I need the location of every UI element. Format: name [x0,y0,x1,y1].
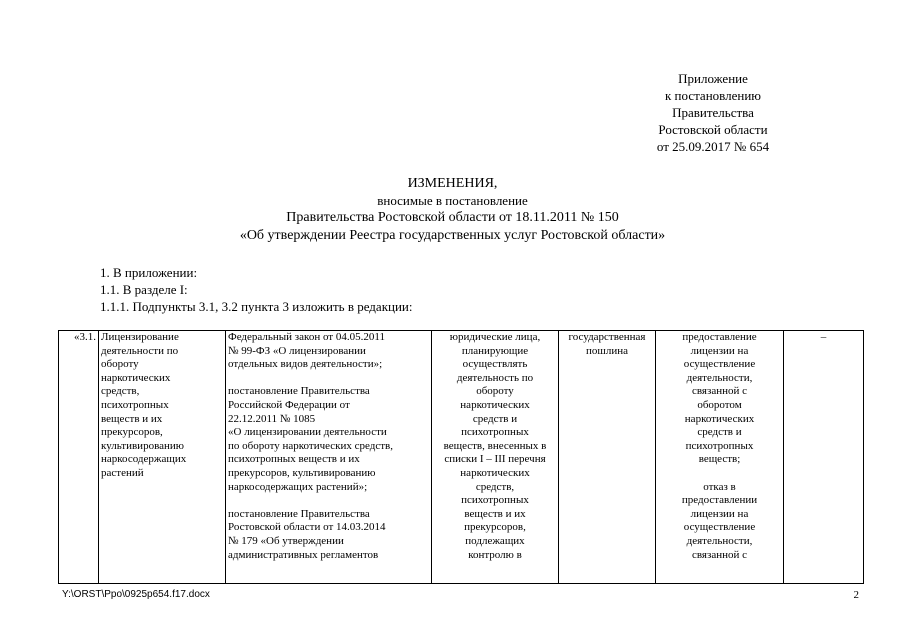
cell-line: культивированию [101,439,184,452]
cell-line: постановление Правительства [228,385,370,398]
cell-line: обороту [101,358,139,371]
cell-line: психотропных веществ и их [228,453,360,466]
cell-line: предоставление [682,331,757,343]
cell-line: планирующие [461,344,529,357]
cell-line: психотропных [685,439,754,452]
cell-line: списки I – III перечня [444,453,546,466]
cell-line: пошлина [585,344,628,357]
cell-line: прекурсоров, [464,521,526,534]
cell-number-text: «3.1. [74,331,96,343]
cell-fee [559,331,656,584]
cell-line: обороту [476,385,514,398]
amendment-item: 1. В приложении: [100,265,198,280]
approval-line: Ростовской области [658,122,768,137]
cell-line: отдельных видов деятельности»; [228,358,383,371]
cell-line: Российской Федерации от [228,398,350,411]
cell-line: деятельности по [101,344,179,357]
cell-line: веществ и их [101,412,163,425]
cell-line: отказ в [703,480,736,493]
cell-line: средств и [472,412,518,425]
cell-line: Ростовской области от 14.03.2014 [228,521,386,534]
approval-block [613,70,813,155]
approval-line: Правительства [672,105,754,120]
cell-line: наркотических [101,371,171,384]
approval-line: к постановлению [664,88,762,103]
cell-line: наркотических [684,412,755,425]
amendment-item: 1.1. В разделе I: [100,282,188,297]
cell-line: № 179 «Об утверждении [228,534,344,547]
cell-line: подлежащих [465,534,525,547]
cell-line: постановление Правительства [228,507,370,520]
heading-title: ИЗМЕНЕНИЯ, [407,176,498,191]
cell-line [228,494,429,508]
cell-line: Лицензирование [101,331,179,343]
cell-line: деятельности, [686,371,753,384]
cell-line [228,372,429,386]
cell-line: прекурсоров, [101,426,163,439]
footer-file-path: Y:\ORST\Ppo\0925p654.f17.docx [62,589,210,600]
cell-line: осуществление [683,358,756,371]
cell-last-text: – [820,331,827,343]
cell-line: психотропных [461,494,529,507]
table-row [59,331,864,584]
cell-line: «О лицензировании деятельности [228,426,387,439]
cell-line: психотропных [101,398,169,411]
cell-line: прекурсоров, культивированию [228,466,376,479]
cell-recipients [432,331,559,584]
document-heading [0,175,905,245]
amendment-item: 1.1.1. Подпункты 3.1, 3.2 пункта 3 изложить в редакции: [100,299,413,314]
cell-line: деятельность по [456,371,534,384]
cell-line: административных регламентов [228,548,379,561]
cell-line: лицензии на [690,507,749,520]
cell-number [59,331,99,584]
amendment-items [100,264,413,315]
cell-last [784,331,864,584]
cell-line [658,467,781,481]
cell-line: веществ, внесенных в [443,439,547,452]
cell-line: деятельности, [686,534,753,547]
cell-line: средств, [475,480,515,493]
cell-line: государственная [568,331,646,343]
cell-line: контролю в [468,548,522,561]
cell-line: лицензии на [690,344,749,357]
services-table [58,330,864,584]
cell-line: осуществлять [462,358,528,371]
cell-line: оборотом [697,398,742,411]
cell-line: осуществление [683,521,756,534]
cell-line: растений [101,466,144,479]
heading-line: вносимые в постановление [377,193,528,208]
cell-service-name [99,331,226,584]
approval-line: от 25.09.2017 № 654 [656,139,770,154]
cell-line: наркосодержащих растений»; [228,480,368,493]
cell-line: связанной с [691,385,747,398]
cell-line: по обороту наркотических средств, [228,439,394,452]
cell-line: № 99-ФЗ «О лицензировании [228,344,366,357]
cell-line: предоставлении [681,494,758,507]
cell-line: 22.12.2011 № 1085 [228,412,316,425]
cell-result [656,331,784,584]
cell-line: наркотических [460,466,530,479]
cell-line: наркотических [460,398,530,411]
cell-line: веществ и их [464,507,526,520]
cell-line: юридические лица, [449,331,541,343]
cell-line: средств и [697,426,742,439]
cell-line: связанной с [691,548,747,561]
heading-line: «Об утверждении Реестра государственных услуг Ростовской области» [239,228,666,243]
cell-line: Федеральный закон от 04.05.2011 [228,331,385,343]
cell-line: психотропных [461,426,529,439]
cell-line: веществ; [698,453,741,466]
approval-line: Приложение [678,71,748,86]
cell-line: наркосодержащих [101,453,187,466]
page-number: 2 [853,589,859,601]
cell-line: средств, [101,385,140,398]
heading-line: Правительства Ростовской области от 18.11.2011 № 150 [286,210,619,225]
cell-legal-basis [226,331,432,584]
